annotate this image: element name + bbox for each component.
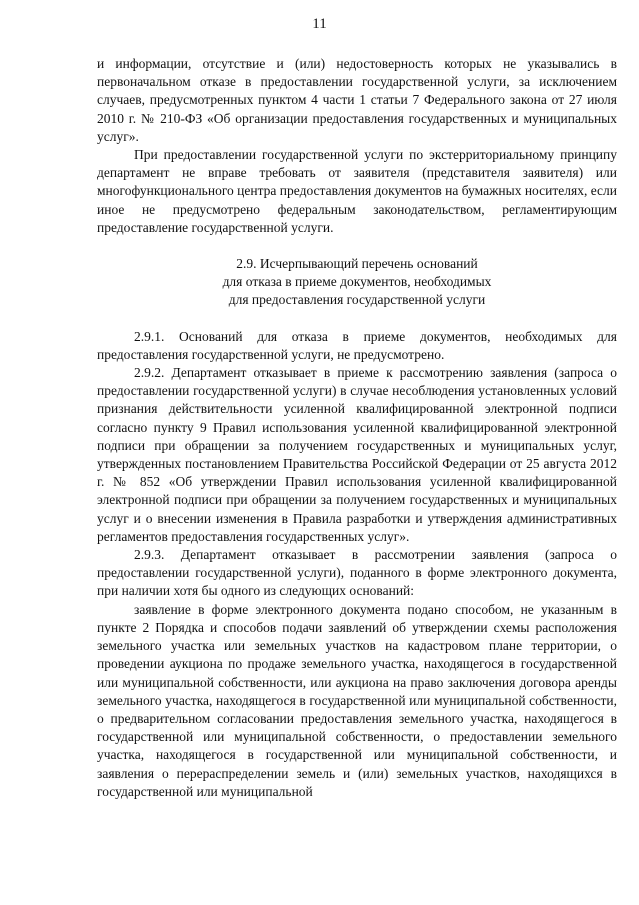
paragraph-2-9-1: 2.9.1. Оснований для отказа в приеме документов, необходимых для предоставления государственной услуги, не предусмотрено. bbox=[97, 328, 617, 362]
paragraph-2-9-3: 2.9.3. Департамент отказывает в рассмотрении заявления (запроса о предоставлении государственной услуги), поданного в форме электронного документа, при наличии хотя бы одного из следующих оснований: bbox=[97, 547, 617, 599]
paragraph-extraterritorial: При предоставлении государственной услуги по экстерриториальному принципу департамент не вправе требовать от заявителя (представителя заявителя) или многофункционального центра предоставления документов на бумажных носителях, если иное не предусмотрено федеральным законодательством, регламентирующим предоставление государственной услуги. bbox=[97, 147, 617, 235]
section-heading-line-3: для предоставления государственной услуги bbox=[228, 292, 486, 308]
section-heading-line-1: 2.9. Исчерпывающий перечень оснований bbox=[236, 256, 478, 272]
spacer bbox=[97, 310, 617, 328]
document-body bbox=[97, 55, 617, 801]
spacer bbox=[97, 237, 617, 255]
paragraph-ground-1: заявление в форме электронного документа подано способом, не указанным в пункте 2 Порядка и способов подачи заявлений об утверждении схемы расположения земельного участка или земельных участков на кадастровом плане территории, о проведении аукциона по продаже земельного участка, находящегося в государственной или муниципальной собственности, или аукциона на право заключения договора аренды земельного участка, находящегося в государственной или муниципальной собственности, о предварительном согласовании предоставления земельного участка, находящегося в государственной или муниципальной собственности, о предоставлении земельного участка, находящегося в государственной или муниципальной собственности, и заявления о перераспределении земель и (или) земельных участков, находящихся в государственной или муниципальной bbox=[97, 601, 617, 799]
paragraph-2-9-2: 2.9.2. Департамент отказывает в приеме к рассмотрению заявления (запроса о предоставлении государственной услуги) в случае несоблюдения установленных условий признания действительности усиленной квалифицированной электронной подписи согласно пункту 9 Правил использования усиленной квалифицированной электронной подписи при обращении за получением государственных и муниципальных услуг, утвержденных постановлением Правительства Российской Федерации от 25 августа 2012 г. № 852 «Об утверждении Правил использования усиленной квалифицированной электронной подписи при обращении за получением государственных и муниципальных услуг и о внесении изменения в Правила разработки и утверждения административных регламентов предоставления государственных услуг». bbox=[97, 365, 617, 544]
page-number: 11 bbox=[312, 16, 327, 32]
section-heading-2-9 bbox=[97, 255, 617, 310]
section-heading-line-2: для отказа в приеме документов, необходимых bbox=[222, 274, 492, 290]
paragraph-continuation: и информации, отсутствие и (или) недостоверность которых не указывались в первоначальном отказе в предоставлении государственной услуги, за исключением случаев, предусмотренных пунктом 4 части 1 статьи 7 Федерального закона от 27 июля 2010 г. № 210-ФЗ «Об организации предоставления государственных и муниципальных услуг». bbox=[97, 56, 617, 144]
